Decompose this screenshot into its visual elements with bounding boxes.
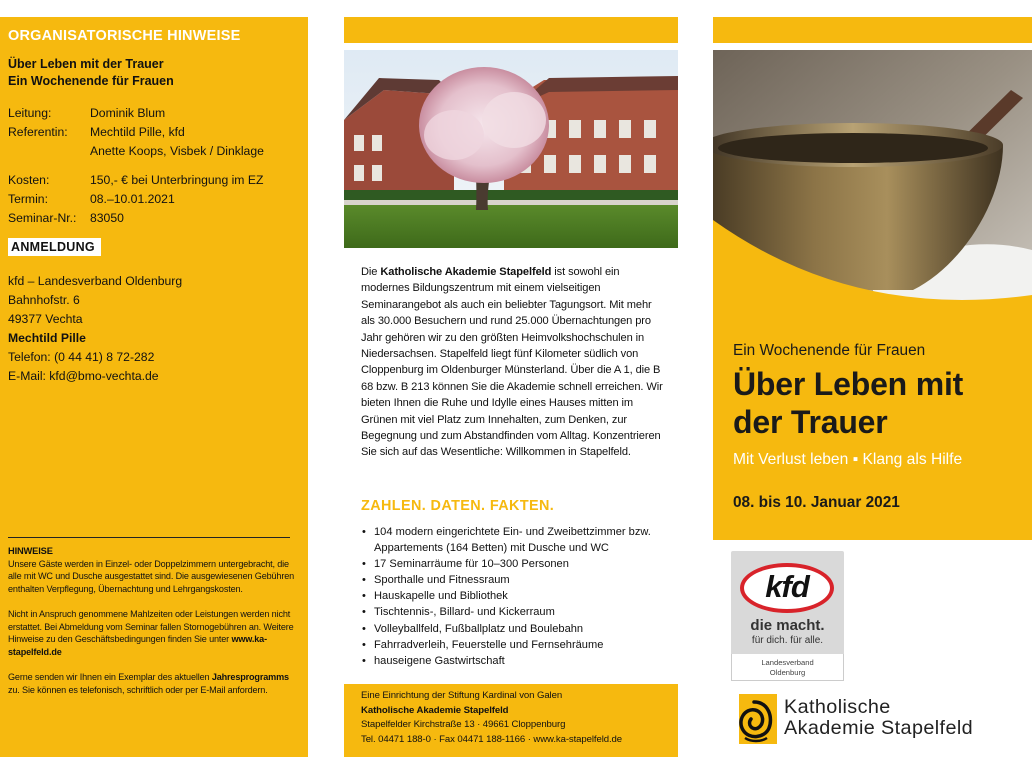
detail-key xyxy=(8,142,90,161)
fact-item: • 17 Seminarräume für 10–300 Personen xyxy=(361,556,671,572)
kfd-logo xyxy=(731,551,844,681)
event-title-line2: Ein Wochenende für Frauen xyxy=(8,74,174,88)
contact-street: Bahnhofstr. 6 xyxy=(8,293,80,307)
footer-line-4: Tel. 04471 188-0 · Fax 04471 188-1166 · www.ka-stapelfeld.de xyxy=(361,733,623,745)
cover-text xyxy=(733,342,1028,512)
fact-item: • Tischtennis-, Billard- und Kickerraum xyxy=(361,604,671,620)
akademie-logo-icon xyxy=(731,694,777,744)
event-details-table xyxy=(8,104,300,228)
intro-pre: Die xyxy=(361,266,381,278)
contact-city: 49377 Vechta xyxy=(8,312,83,326)
kfd-landesverband xyxy=(731,654,844,681)
detail-value: 83050 xyxy=(90,211,124,225)
intro-rest: ist sowohl ein modernes Bildungszentrum mit einem vielseitigen Seminarangebot als auch ein beliebter Tagungsort. Mit mehr als 30.000 Besuchern und rund 25.000 Übernachtungen pro Jahr gehören wir zu den größten Heimvolkshochschulen in Niedersachsen. Stapelfeld liegt fünf Kilometer südlich von Cloppenburg im Oldenburger Münsterland. Über die A 1, die B 68 bzw. B 213 können Sie die Akademie schnell erreichen. Wir bieten Ihnen die Ruhe und Idylle eines Hauses mitten im Grünen mit viel Platz zum Innehalten, zum Denken, zur Begegnung und zum Abstandfinden vom Alltag. Konzentrieren Sie sich auf das Wesentliche: Willkommen in Stapelfeld. xyxy=(361,266,663,459)
hinweise-paragraph-1: Unsere Gäste werden in Einzel- oder Doppelzimmern untergebracht, die alle mit WC und Dusche ausgestattet sind. Die ausgewiesenen Gebühren enthalten Verpflegung, Übernachtung und Lehrgangskosten. xyxy=(8,558,295,594)
jahresprogramm-label: Jahresprogramms xyxy=(211,671,289,682)
cover-title-line2: der Trauer xyxy=(733,404,888,440)
detail-row-termin xyxy=(8,190,300,209)
kfd-lv-line2: Oldenburg xyxy=(769,667,806,677)
hinweise-p3-a: Gerne senden wir Ihnen ein Exemplar des aktuellen xyxy=(8,671,212,682)
facts-heading: ZAHLEN. DATEN. FAKTEN. xyxy=(361,498,555,514)
akademie-intro-text xyxy=(361,264,663,461)
detail-key: Seminar-Nr.: xyxy=(8,211,77,225)
detail-row-referentin-2 xyxy=(8,142,300,161)
detail-key: Kosten: xyxy=(8,173,50,187)
fact-item: • 104 modern eingerichtete Ein- und Zweibettzimmer bzw. Appartements (164 Betten) mit Dusche und WC xyxy=(361,524,671,556)
organisational-heading: ORGANISATORISCHE HINWEISE xyxy=(8,28,241,44)
cover-title-line1: Über Leben mit xyxy=(733,366,964,402)
akademie-name-line2: Akademie Stapelfeld xyxy=(784,717,974,739)
akademie-building-photo xyxy=(344,50,678,248)
contact-email[interactable]: E-Mail: kfd@bmo-vechta.de xyxy=(8,369,159,383)
hinweise-p3-c: zu. Sie können es telefonisch, schriftlich oder per E-Mail anfordern. xyxy=(8,684,268,695)
kfd-lv-line1: Landesverband xyxy=(761,658,814,667)
detail-row-kosten xyxy=(8,171,300,190)
fact-item: • Hauskapelle und Bibliothek xyxy=(361,588,671,604)
detail-key: Termin: xyxy=(8,192,48,206)
fact-item: • Fahrradverleih, Feuerstelle und Fernsehräume xyxy=(361,637,671,653)
hinweise-block xyxy=(8,545,298,709)
footer-line-3: Stapelfelder Kirchstraße 13 · 49661 Cloppenburg xyxy=(361,719,566,731)
cover-tagline: Mit Verlust leben ▪ Klang als Hilfe xyxy=(733,451,963,468)
hinweise-paragraph-3 xyxy=(8,671,298,696)
detail-row-leitung xyxy=(8,104,300,123)
kfd-slogan-2: für dich. für alle. xyxy=(751,635,824,646)
cover-subtitle: Ein Wochenende für Frauen xyxy=(733,342,926,359)
kfd-slogan-1: die macht. xyxy=(750,617,825,634)
website-link[interactable]: www.ka-stapelfeld.de xyxy=(8,634,267,657)
detail-row-seminar-nr xyxy=(8,209,300,228)
detail-row-referentin xyxy=(8,123,300,142)
middle-top-bar xyxy=(344,17,678,43)
right-top-bar xyxy=(713,17,1032,43)
contact-org: kfd – Landesverband Oldenburg xyxy=(8,274,183,288)
hinweise-divider xyxy=(8,537,290,538)
hinweise-paragraph-2 xyxy=(8,608,298,658)
contact-phone: Telefon: (0 44 41) 8 72-282 xyxy=(8,350,155,364)
hinweise-title: HINWEISE xyxy=(8,546,53,556)
akademie-logo xyxy=(731,690,1021,746)
fact-item: • Volleyballfeld, Fußballplatz und Boulebahn xyxy=(361,621,671,637)
anmeldung-label: ANMELDUNG xyxy=(8,238,101,256)
detail-value: 150,- € bei Unterbringung im EZ xyxy=(90,173,264,187)
detail-key: Leitung: xyxy=(8,106,52,120)
detail-value: Anette Koops, Visbek / Dinklage xyxy=(90,144,264,158)
facts-list xyxy=(361,524,671,669)
detail-key: Referentin: xyxy=(8,125,68,139)
detail-value: 08.–10.01.2021 xyxy=(90,192,175,206)
middle-footer xyxy=(344,684,678,757)
detail-value: Mechtild Pille, kfd xyxy=(90,125,185,139)
detail-value: Dominik Blum xyxy=(90,106,166,120)
cover-date: 08. bis 10. Januar 2021 xyxy=(733,494,900,511)
kfd-logo-mark: kfd xyxy=(740,563,834,613)
hinweise-p2-text: Nicht in Anspruch genommene Mahlzeiten oder Leistungen werden nicht erstattet. Bei Abmeldung vom Seminar fallen Stornogebühren an. Weitere Hinweise zu den Geschäftsbedingungen finden Sie unter xyxy=(8,608,294,645)
footer-line-1: Eine Einrichtung der Stiftung Kardinal von Galen xyxy=(361,690,563,701)
fact-item: • Sporthalle und Fitnessraum xyxy=(361,572,671,588)
fact-item: • hauseigene Gastwirtschaft xyxy=(361,653,671,669)
contact-person: Mechtild Pille xyxy=(8,331,86,345)
intro-akademie-name: Katholische Akademie Stapelfeld xyxy=(380,266,552,278)
event-title-line1: Über Leben mit der Trauer xyxy=(8,57,164,71)
akademie-name-line1: Katholische xyxy=(784,696,891,718)
contact-block xyxy=(8,272,300,386)
footer-line-2: Katholische Akademie Stapelfeld xyxy=(361,704,509,716)
